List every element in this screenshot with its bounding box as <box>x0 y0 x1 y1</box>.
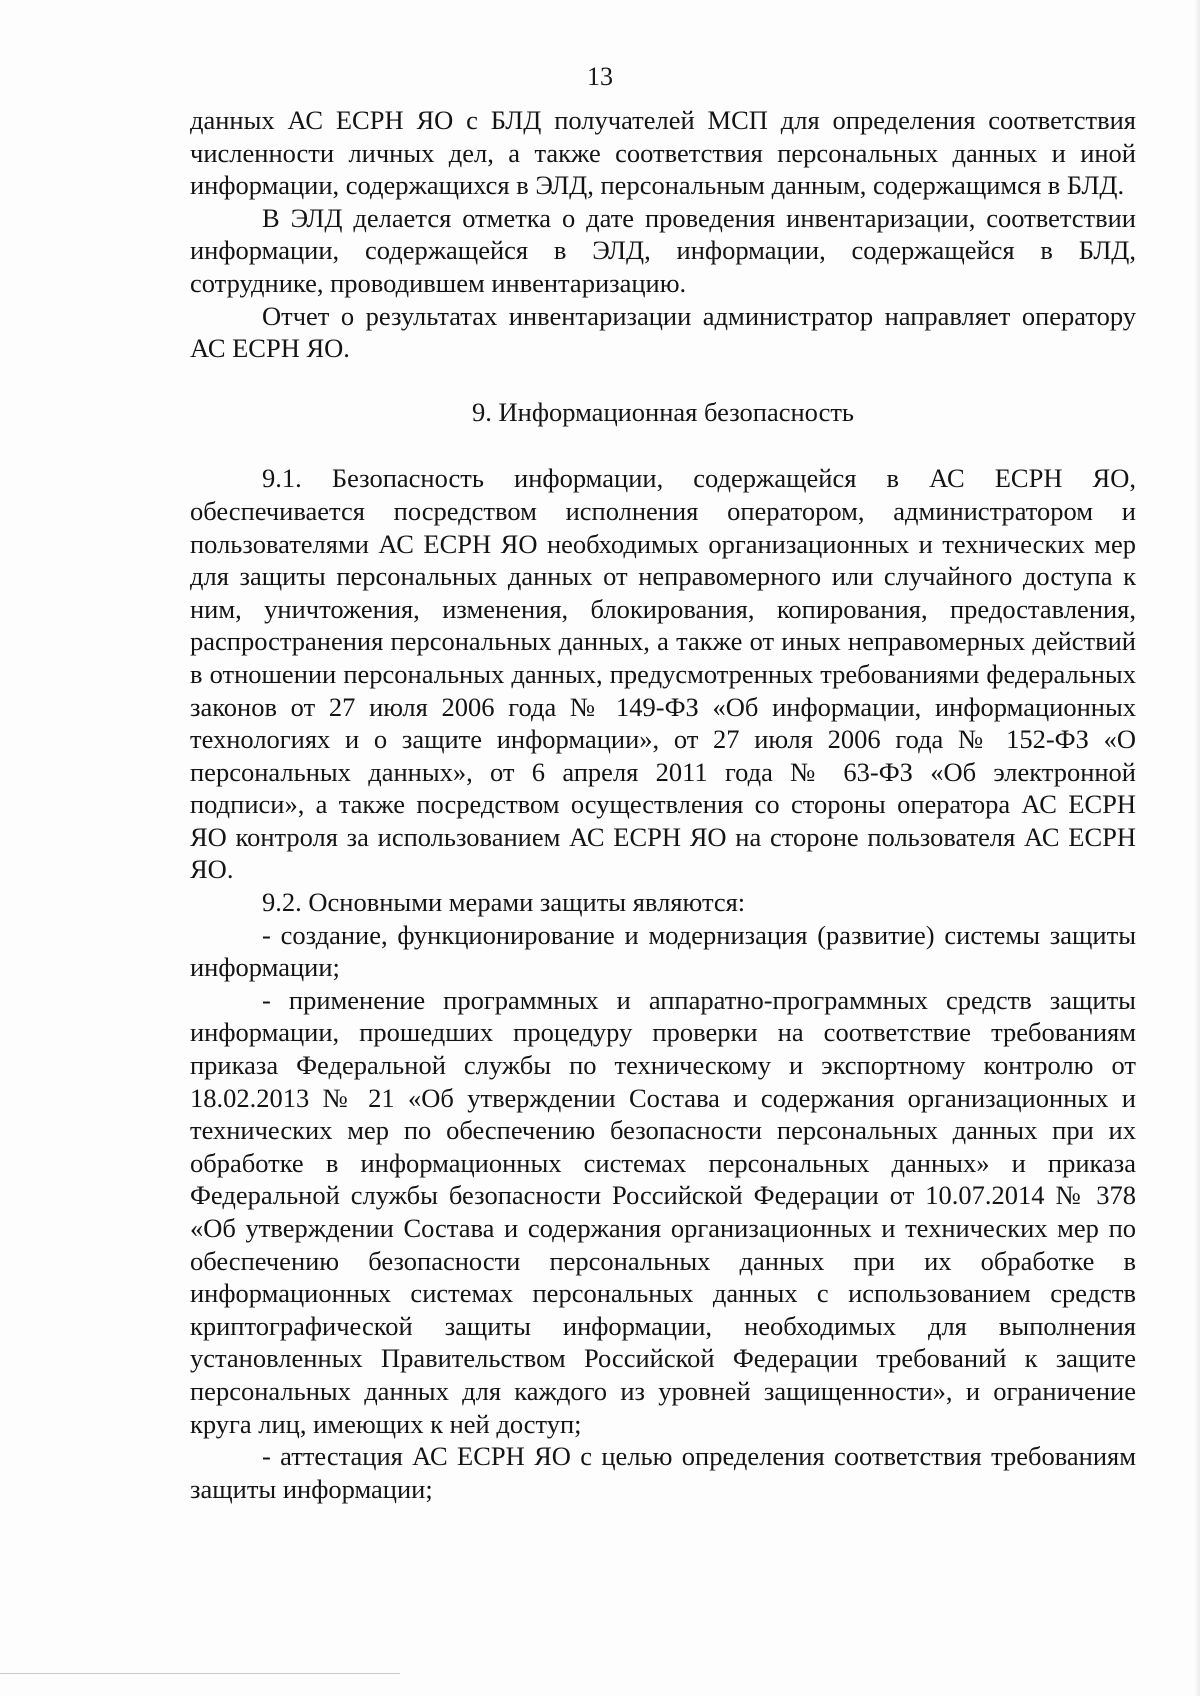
list-item-protection-tools: - применение программных и аппаратно-программных средств защиты информации, прошедших процедуру проверки на соответствие требованиям приказа Федеральной службы по техническому и экспортному контролю от 18.02.2013 № 21 «Об утверждении Состава и содержания организационных и технических мер по обеспечению безопасности персональных данных при их обработке в информационных системах персональных данных» и приказа Федеральной службы безопасности Российской Федерации от 10.07.2014 № 378 «Об утверждении Состава и содержания организационных и технических мер по обеспечению безопасности персональных данных при их обработке в информационных системах персональных данных с использованием средств криптографической защиты информации, необходимых для выполнения установленных Правительством Российской Федерации требований к защите персональных данных для каждого из уровней защищенности», и ограничение круга лиц, имеющих к ней доступ; <box>190 984 1136 1439</box>
list-item-attestation: - аттестация АС ЕСРН ЯО с целью определения соответствия требованиям защиты информации; <box>190 1441 1136 1504</box>
section-heading: 9. Информационная безопасность <box>472 396 854 427</box>
paragraph-inventory-report: Отчет о результатах инвентаризации администратор направляет оператору АС ЕСРН ЯО. <box>190 300 1136 364</box>
paragraph-continuation: данных АС ЕСРН ЯО с БЛД получателей МСП для определения соответствия численности личных дел, а также соответствия персональных данных и иной информации, содержащихся в ЭЛД, персональным данным, содержащимся в БЛД. <box>190 105 1136 201</box>
scan-edge-shadow <box>1194 0 1200 1696</box>
list-item-protection-system: - создание, функционирование и модернизация (развитие) системы защиты информации; <box>190 919 1136 983</box>
paragraph-elf-mark: В ЭЛД делается отметка о дате проведения инвентаризации, соответствии информации, содержащейся в ЭЛД, информации, содержащейся в БЛД, сотруднике, проводившем инвентаризацию. <box>190 202 1136 298</box>
page-number: 13 <box>587 62 613 91</box>
paragraph-9-2: 9.2. Основными мерами защиты являются: <box>262 887 746 918</box>
document-body <box>190 104 1136 1505</box>
paragraph-9-1: 9.1. Безопасность информации, содержащейся в АС ЕСРН ЯО, обеспечивается посредством исполнения оператором, администратором и пользователями АС ЕСРН ЯО необходимых организационных и технических мер для защиты персональных данных от неправомерного или случайного доступа к ним, уничтожения, изменения, блокирования, копирования, предоставления, распространения персональных данных, а также от иных неправомерных действий в отношении персональных данных, предусмотренных требованиями федеральных законов от 27 июля 2006 года № 149-ФЗ «Об информации, информационных технологиях и о защите информации», от 27 июля 2006 года № 152-ФЗ «О персональных данных», от 6 апреля 2011 года № 63-ФЗ «Об электронной подписи», а также посредством осуществления со стороны оператора АС ЕСРН ЯО контроля за использованием АС ЕСРН ЯО на стороне пользователя АС ЕСРН ЯО. <box>190 463 1136 885</box>
scan-edge-line <box>0 1673 400 1674</box>
